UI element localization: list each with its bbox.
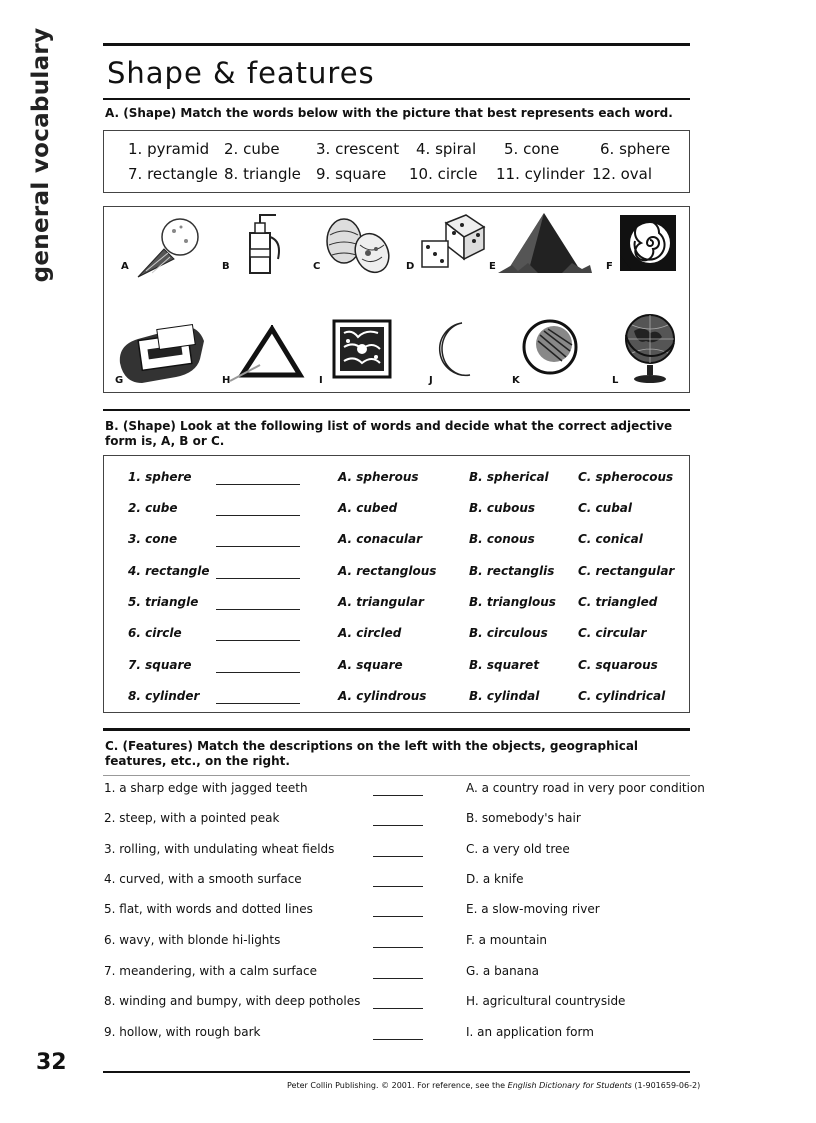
section-c-heading: C. (Features) Match the descriptions on the left with the objects, geographical features, etc., on the right. [105,739,639,768]
patterned-tile-icon [332,319,392,381]
word-item: 3. crescent [316,140,400,158]
word-item: 1. pyramid [128,140,210,158]
adjective-row [104,626,689,646]
picture-label-a: A [121,261,129,272]
picture-label-i: I [319,375,323,386]
section-b-rule [103,409,690,411]
option-b: B. conous [469,532,535,546]
answer-blank[interactable] [216,640,300,641]
answer-blank[interactable] [216,484,300,485]
picture-grid [103,206,690,393]
match-description: 5. flat, with words and dotted lines [104,902,313,916]
option-b: B. rectanglis [469,564,555,578]
match-answer-blank[interactable] [373,978,423,979]
answer-blank[interactable] [216,546,300,547]
word-item: 9. square [316,165,387,183]
answer-blank[interactable] [216,609,300,610]
ice-cream-cone-icon [134,215,206,279]
picture-label-h: H [222,375,231,386]
match-object: A. a country road in very poor condition [466,781,705,795]
match-row [103,811,693,831]
match-object: C. a very old tree [466,842,570,856]
picture-label-d: D [406,261,415,272]
word-item: 10. circle [409,165,478,183]
match-description: 2. steep, with a pointed peak [104,811,280,825]
adjective-row [104,564,689,584]
word-item: 11. cylinder [496,165,585,183]
option-a: A. triangular [338,595,424,609]
word-item: 8. triangle [224,165,301,183]
match-description: 6. wavy, with blonde hi-lights [104,933,281,947]
section-c-rule [103,728,690,731]
match-answer-blank[interactable] [373,795,423,796]
picture-label-e: E [489,261,496,272]
adjective-word: 8. cylinder [128,689,200,703]
page-number: 32 [36,1050,67,1075]
word-item: 2. cube [224,140,280,158]
option-b: B. cylindal [469,689,540,703]
adjective-row [104,595,689,615]
match-answer-blank[interactable] [373,916,423,917]
credit-cards-icon [118,319,210,385]
footer-book-title: English Dictionary for Students [507,1081,632,1090]
match-row [103,842,693,862]
match-description: 3. rolling, with undulating wheat fields [104,842,335,856]
option-a: A. square [338,658,403,672]
match-row [103,781,705,801]
match-description: 4. curved, with a smooth surface [104,872,302,886]
dice-icon [416,213,488,277]
sidebar-title-text: general vocabulary [28,27,54,283]
crescent-moon-icon [430,319,484,381]
match-object: F. a mountain [466,933,548,947]
option-c: C. conical [578,532,643,546]
picture-label-k: K [512,375,520,386]
option-a: A. conacular [338,532,423,546]
match-row [103,994,693,1014]
picture-label-b: B [222,261,230,272]
option-c: C. cylindrical [578,689,666,703]
answer-blank[interactable] [216,672,300,673]
option-a: A. circled [338,626,402,640]
adjective-word: 2. cube [128,501,178,515]
word-item: 6. sphere [600,140,671,158]
option-c: C. squarous [578,658,658,672]
option-c: C. spherocous [578,470,674,484]
match-row [103,933,693,953]
match-row [103,902,693,922]
adjective-word: 3. cone [128,532,178,546]
picture-label-l: L [612,375,619,386]
adjective-row [104,689,689,709]
word-list-box [103,130,690,193]
footer-credit [287,1081,700,1090]
adjective-word: 6. circle [128,626,182,640]
match-row [103,964,693,984]
match-object: E. a slow-moving river [466,902,600,916]
disc-icon [520,317,580,379]
word-item: 7. rectangle [128,165,218,183]
match-answer-blank[interactable] [373,947,423,948]
adjective-word: 5. triangle [128,595,199,609]
adjective-row [104,532,689,552]
option-b: B. squaret [469,658,540,672]
option-c: C. rectangular [578,564,675,578]
top-rule [103,43,690,46]
answer-blank[interactable] [216,703,300,704]
adjective-row [104,470,689,490]
adjective-word: 1. sphere [128,470,192,484]
page-title: Shape & features [107,56,375,90]
match-description: 1. a sharp edge with jagged teeth [104,781,308,795]
match-row [103,1025,693,1045]
option-b: B. spherical [469,470,549,484]
match-object: G. a banana [466,964,539,978]
adjective-word: 4. rectangle [128,564,210,578]
word-item: 12. oval [592,165,653,183]
match-object: H. agricultural countryside [466,994,626,1008]
title-underline [103,98,690,100]
option-a: A. spherous [338,470,419,484]
option-a: A. cubed [338,501,398,515]
word-item: 4. spiral [416,140,477,158]
answer-blank[interactable] [216,578,300,579]
option-c: C. triangled [578,595,658,609]
picture-label-g: G [115,375,124,386]
pyramid-icon [498,211,592,273]
adjective-word: 7. square [128,658,192,672]
spiral-icon [616,215,678,275]
picture-label-c: C [313,261,321,272]
footer-rule [103,1071,690,1073]
footer-prefix: Peter Collin Publishing. © 2001. For reference, see the [287,1081,506,1090]
adjective-row [104,501,689,521]
word-item: 5. cone [504,140,560,158]
option-a: A. rectanglous [338,564,437,578]
option-c: C. cubal [578,501,632,515]
adjective-table [103,455,690,713]
musical-triangle-icon [230,325,310,383]
option-b: B. cubous [469,501,536,515]
match-answer-blank[interactable] [373,1039,423,1040]
option-c: C. circular [578,626,647,640]
match-answer-blank[interactable] [373,856,423,857]
picture-label-f: F [606,261,613,272]
footer-isbn: (1-901659-06-2) [634,1081,701,1090]
match-object: I. an application form [466,1025,594,1039]
decorated-eggs-icon [322,215,396,277]
globe-icon [620,311,678,385]
sidebar-vertical-title [16,27,66,283]
match-object: B. somebody's hair [466,811,581,825]
picture-label-j: J [429,375,433,386]
answer-blank[interactable] [216,515,300,516]
match-description: 9. hollow, with rough bark [104,1025,261,1039]
match-answer-blank[interactable] [373,886,423,887]
match-object: D. a knife [466,872,524,886]
section-a-heading: A. (Shape) Match the words below with the picture that best represents each word. [105,106,673,120]
adjective-row [104,658,689,678]
option-a: A. cylindrous [338,689,427,703]
section-c-thin-rule [103,775,690,776]
match-description: 7. meandering, with a calm surface [104,964,317,978]
match-answer-blank[interactable] [373,1008,423,1009]
option-b: B. circulous [469,626,548,640]
match-answer-blank[interactable] [373,825,423,826]
match-row [103,872,693,892]
fire-extinguisher-icon [234,211,294,275]
section-b-heading: B. (Shape) Look at the following list of words and decide what the correct adjective form is, A, B or C. [105,419,673,448]
match-description: 8. winding and bumpy, with deep potholes [104,994,361,1008]
option-b: B. trianglous [469,595,556,609]
